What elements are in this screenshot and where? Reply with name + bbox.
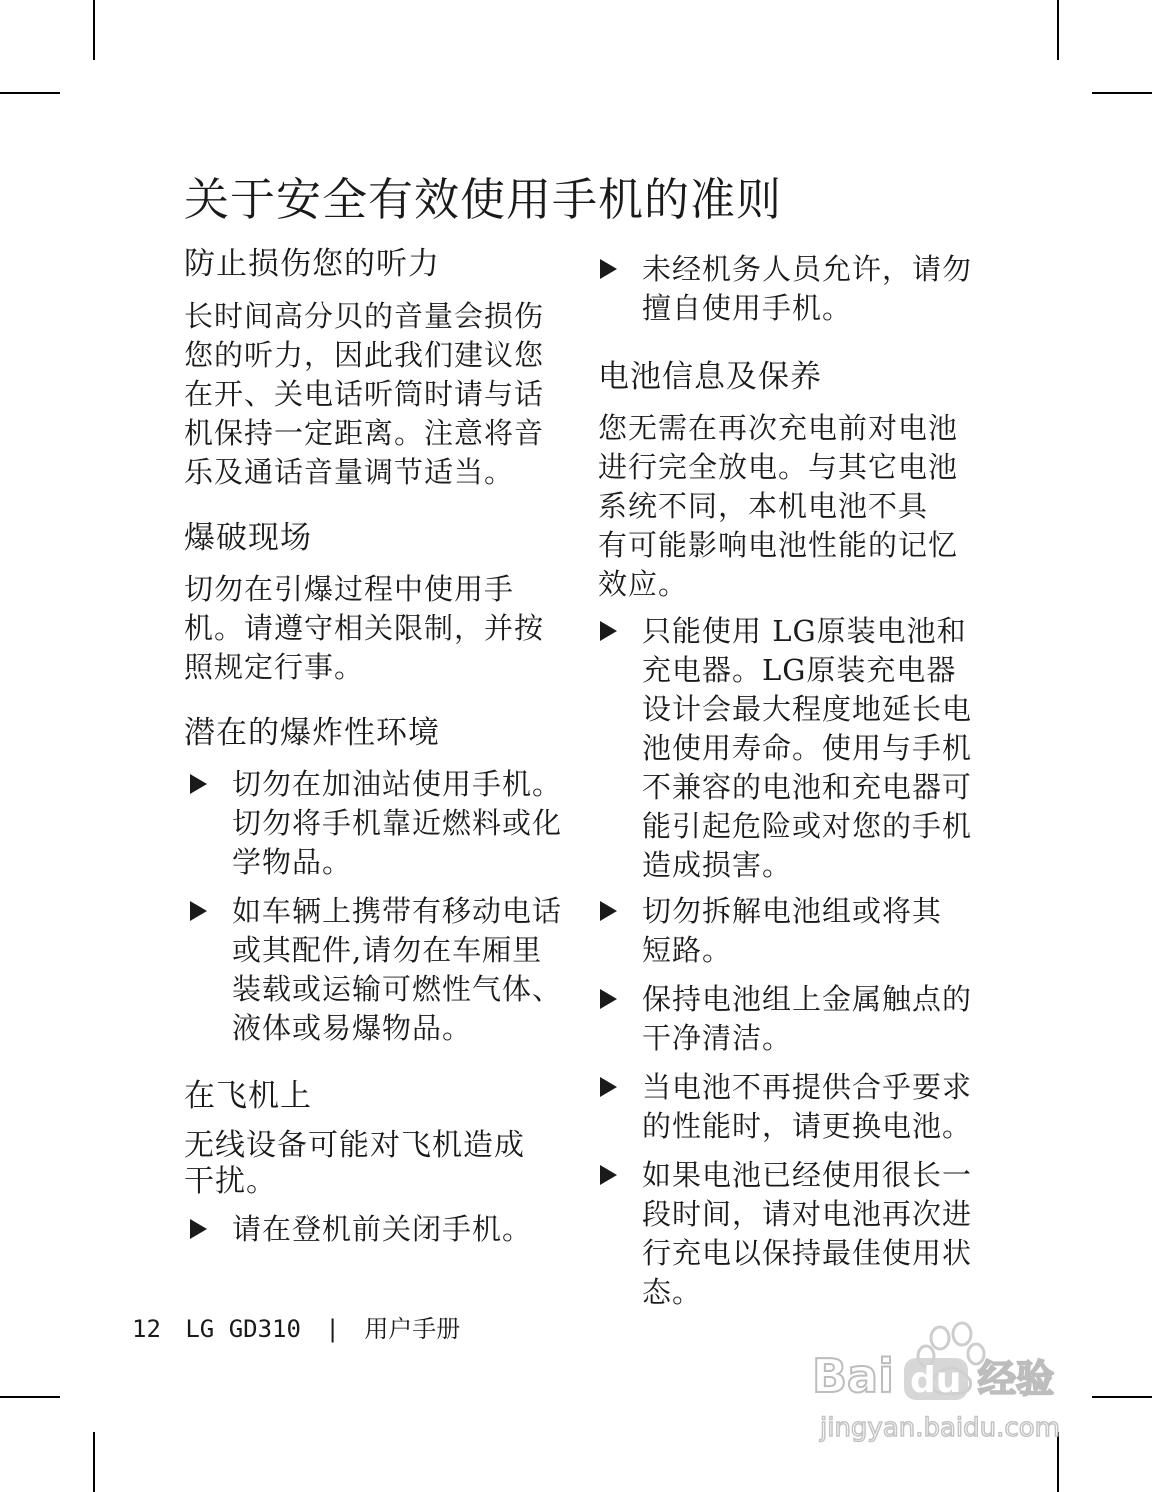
svg-text:du: du xyxy=(910,1360,962,1401)
bullet-text: 未经机务人员允许，请勿擅自使用手机。 xyxy=(642,252,973,325)
bullet-triangle-icon xyxy=(600,1077,617,1097)
section-heading-battery: 电池信息及保养 xyxy=(598,359,822,395)
section-heading-explosive: 潜在的爆炸性环境 xyxy=(184,715,440,751)
svg-text:Bai: Bai xyxy=(812,1349,894,1403)
bullet-text: 保持电池组上金属触点的干净清洁。 xyxy=(642,982,973,1055)
svg-text:经验: 经验 xyxy=(978,1357,1055,1401)
blasting-paragraph: 切勿在引爆过程中使用手机。请遵守相关限制，并按照规定行事。 xyxy=(184,572,545,684)
crop-mark xyxy=(93,1432,95,1492)
bullet-triangle-icon xyxy=(600,259,617,279)
model-name: LG GD310 xyxy=(185,1315,301,1343)
section-heading-aircraft: 在飞机上 xyxy=(184,1078,312,1114)
page-footer xyxy=(132,1314,470,1344)
bullet-text: 如果电池已经使用很长一段时间，请对电池再次进行充电以保持最佳使用状态。 xyxy=(642,1158,973,1309)
bullet-triangle-icon xyxy=(600,901,617,921)
crop-mark xyxy=(0,92,60,94)
bullet-text: 请在登机前关闭手机。 xyxy=(232,1212,533,1246)
page-title: 关于安全有效使用手机的准则 xyxy=(184,173,783,226)
battery-paragraph xyxy=(598,409,978,604)
crop-mark xyxy=(1092,92,1152,94)
battery-paragraph-line: 系统不同，本机电池不具 xyxy=(598,489,929,523)
battery-paragraph-line: 效应。 xyxy=(598,567,689,601)
bullet-triangle-icon xyxy=(190,1219,207,1239)
battery-paragraph-line: 进行完全放电。与其它电池 xyxy=(598,450,959,484)
battery-paragraph-line: 有可能影响电池性能的记忆 xyxy=(598,528,959,562)
crop-mark xyxy=(0,1396,60,1398)
bullet-triangle-icon xyxy=(600,621,617,641)
bullet-text: 切勿拆解电池组或将其短路。 xyxy=(642,894,943,967)
footer-separator: | xyxy=(325,1315,340,1343)
bullet-text: 切勿在加油站使用手机。切勿将手机靠近燃料或化学物品。 xyxy=(232,767,563,879)
bullet-triangle-icon xyxy=(600,1165,617,1185)
bullet-triangle-icon xyxy=(190,901,207,921)
hearing-paragraph: 长时间高分贝的音量会损伤您的听力，因此我们建议您在开、关电话听筒时请与话机保持一定距离。注意将音乐及通话音量调节适当。 xyxy=(184,299,545,489)
aircraft-subheading: 无线设备可能对飞机造成干扰。 xyxy=(184,1128,525,1199)
crop-mark xyxy=(93,0,95,60)
battery-paragraph-line: 您无需在再次充电前对电池 xyxy=(598,411,959,445)
bullet-triangle-icon xyxy=(600,989,617,1009)
page-number: 12 xyxy=(132,1315,161,1343)
section-heading-blasting: 爆破现场 xyxy=(184,520,312,556)
bullet-text: 只能使用 LG原装电池和充电器。LG原装充电器设计会最大程度地延长电池使用寿命。使用与手机不兼容的电池和充电器可能引起危险或对您的手机造成损害。 xyxy=(642,614,973,882)
crop-mark xyxy=(1057,0,1059,60)
baidu-jingyan-watermark-logo xyxy=(810,1320,1090,1450)
svg-text:jingyan.baidu.com: jingyan.baidu.com xyxy=(820,1413,1060,1443)
crop-mark xyxy=(1092,1396,1152,1398)
bullet-triangle-icon xyxy=(190,774,207,794)
bullet-text: 当电池不再提供合乎要求的性能时，请更换电池。 xyxy=(642,1070,973,1143)
bullet-text: 如车辆上携带有移动电话或其配件,请勿在车厢里装载或运输可燃性气体、液体或易爆物品。 xyxy=(232,894,563,1045)
manual-label: 用户手册 xyxy=(364,1315,461,1343)
section-heading-hearing: 防止损伤您的听力 xyxy=(184,246,440,282)
